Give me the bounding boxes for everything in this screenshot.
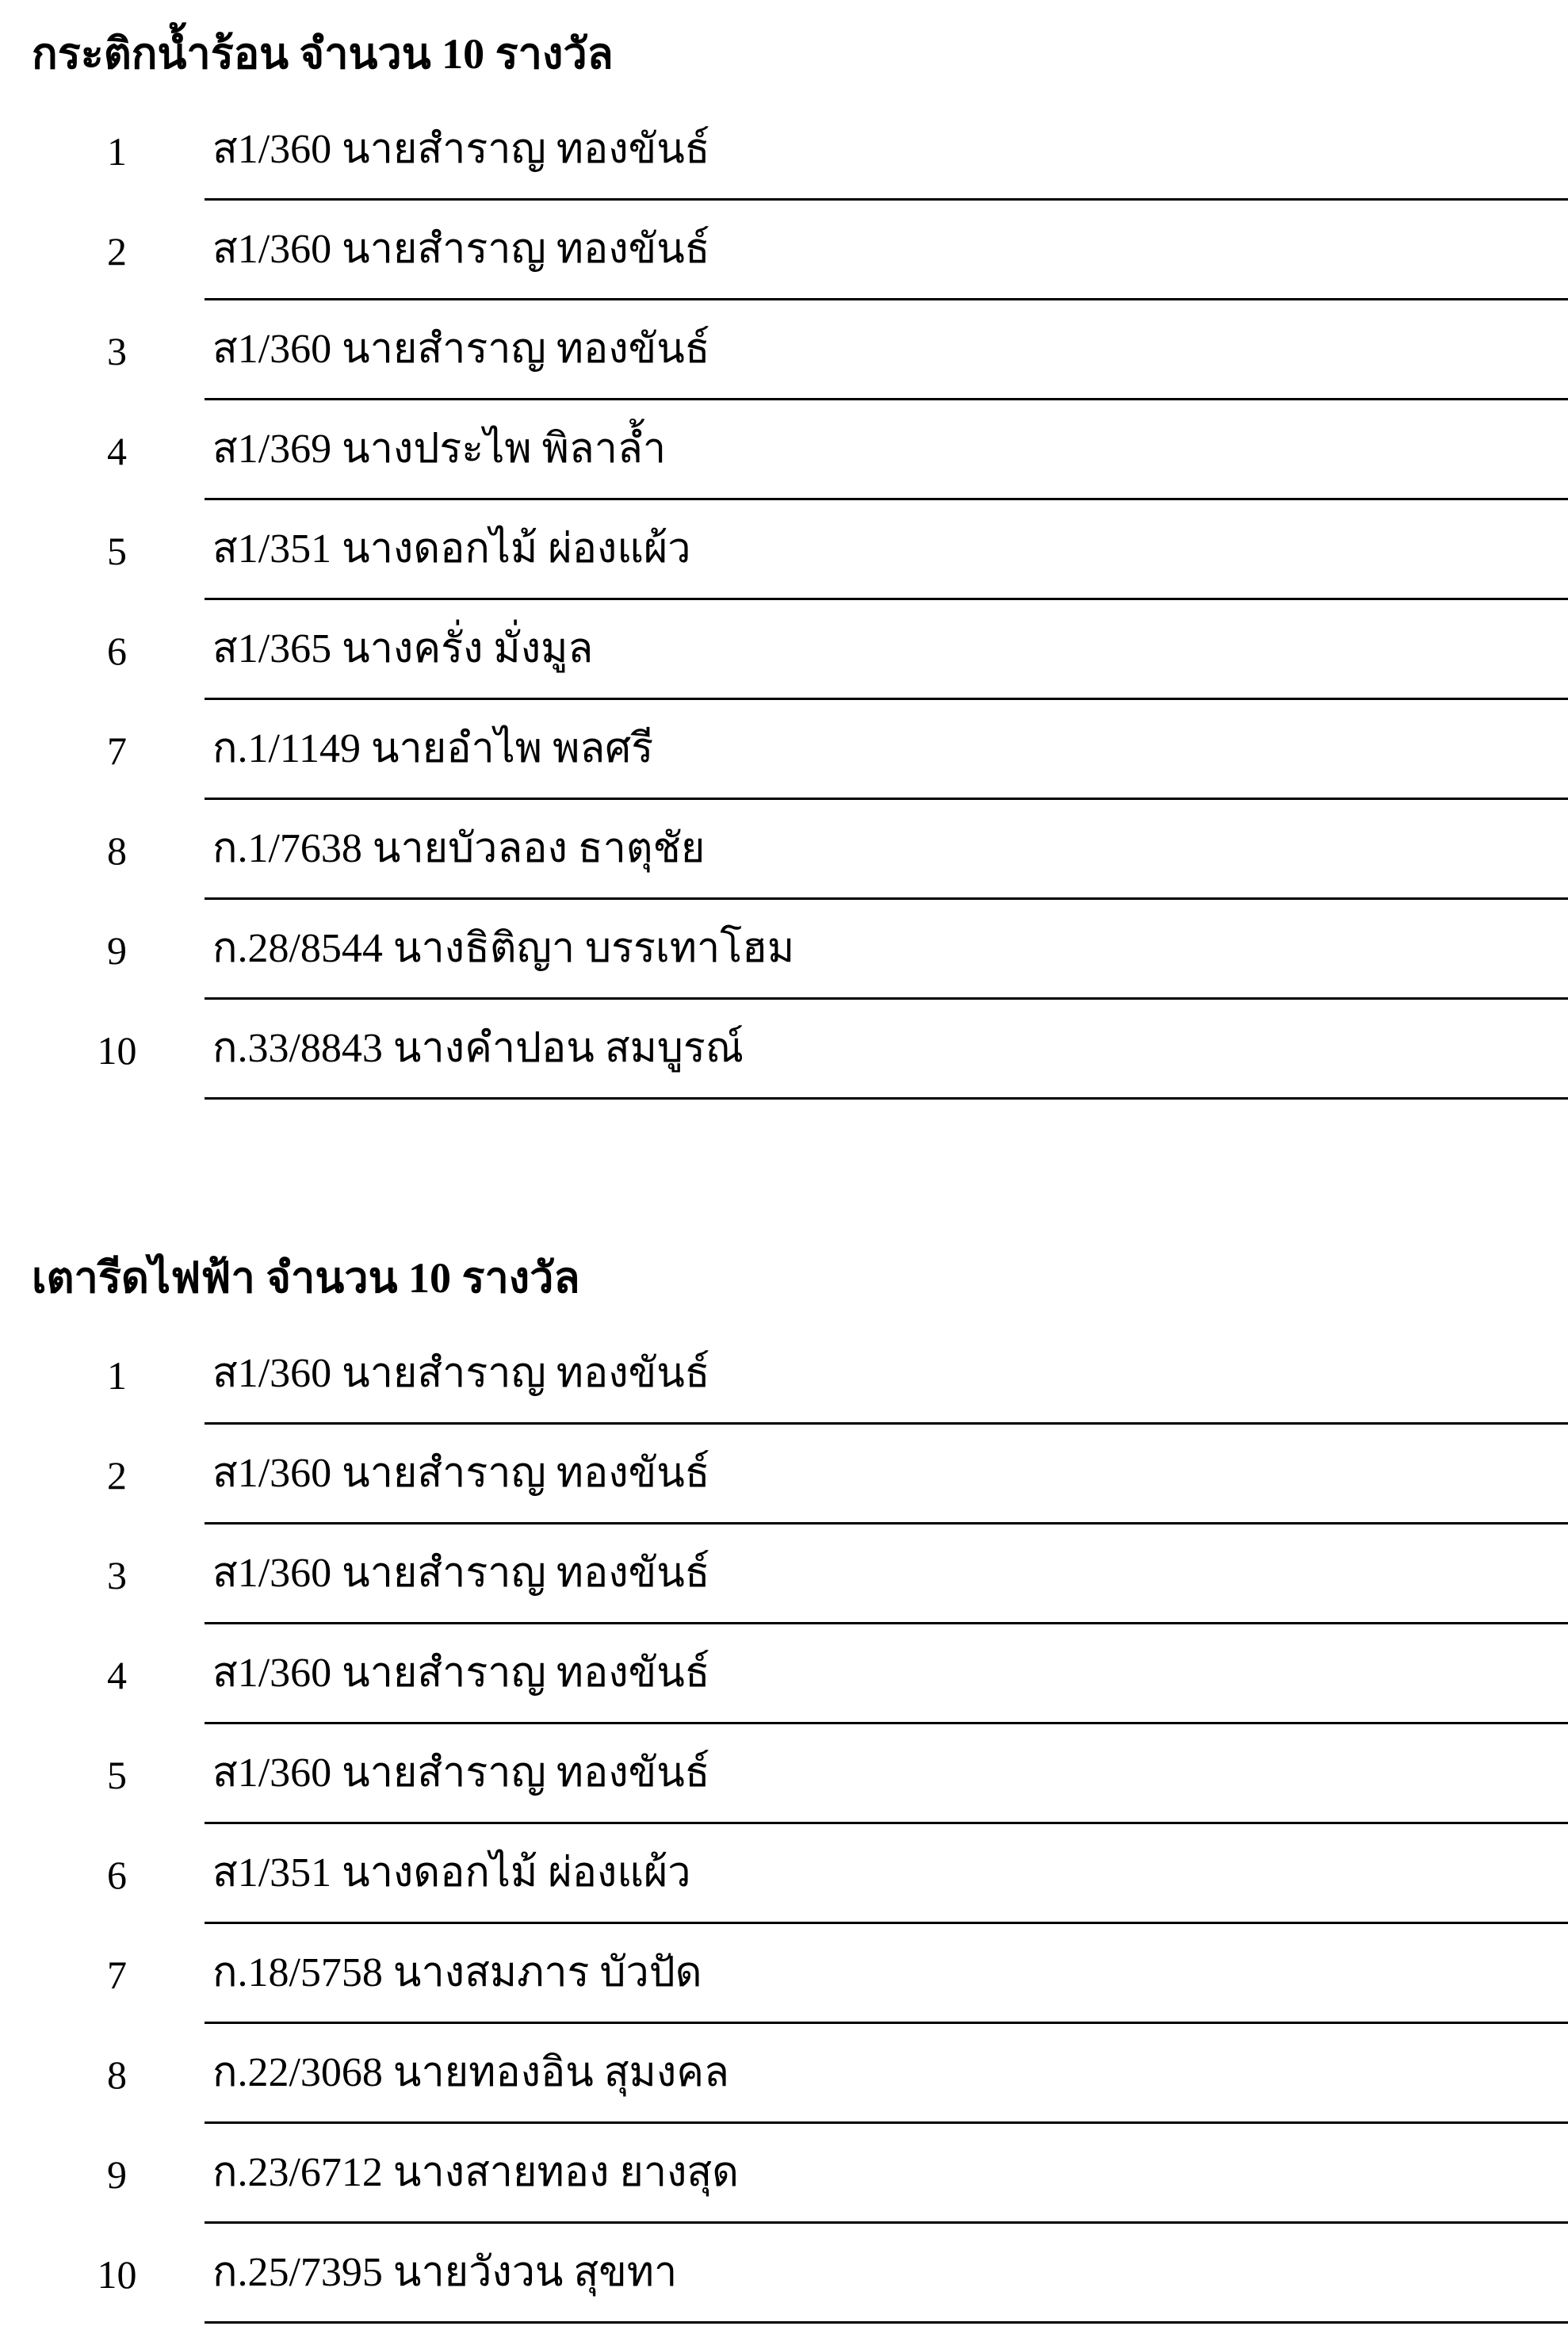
list-item [0, 1624, 1568, 1723]
row-number: 10 [97, 2252, 137, 2297]
winner-list [0, 100, 1568, 1099]
winner-entry: ส1/351 นางดอกไม้ ผ่องแผ้ว [212, 1850, 691, 1896]
row-number: 5 [107, 529, 127, 573]
winner-entry: ก.33/8843 นางคำปอน สมบูรณ์ [212, 1026, 744, 1071]
list-item [0, 400, 1568, 499]
row-number: 6 [107, 629, 127, 673]
list-item [0, 1424, 1568, 1524]
row-number: 1 [107, 1353, 127, 1398]
list-item [0, 2023, 1568, 2123]
winner-entry: ก.1/1149 นายอำไพ พลศรี [212, 726, 654, 771]
winner-entry: ส1/351 นางดอกไม้ ผ่องแผ้ว [212, 526, 691, 572]
list-item [0, 300, 1568, 400]
winner-entry: ส1/365 นางครั่ง มั่งมูล [212, 626, 594, 671]
list-item [0, 1324, 1568, 1424]
winner-entry: ส1/360 นายสำราญ ทองขันธ์ [212, 1351, 710, 1396]
underline [205, 2321, 1568, 2324]
winner-entry: ก.28/8544 นางธิติญา บรรเทาโฮม [212, 926, 795, 971]
list-item [0, 499, 1568, 599]
winner-entry: ส1/369 นางประไพ พิลาล้ำ [212, 427, 667, 472]
row-number: 3 [107, 329, 127, 373]
row-number: 3 [107, 1553, 127, 1597]
list-item [0, 799, 1568, 899]
list-item [0, 599, 1568, 699]
winner-entry: ก.22/3068 นายทองอิน สุมงคล [212, 2050, 729, 2095]
list-item [0, 999, 1568, 1099]
list-item [0, 699, 1568, 799]
winner-entry: ส1/360 นายสำราญ ทองขันธ์ [212, 1451, 710, 1496]
list-item [0, 1524, 1568, 1624]
row-number: 2 [107, 229, 127, 274]
row-number: 6 [107, 1853, 127, 1897]
winner-entry: ส1/360 นายสำราญ ทองขันธ์ [212, 1551, 710, 1596]
winner-entry: ก.23/6712 นางสายทอง ยางสุด [212, 2150, 739, 2195]
list-item [0, 1823, 1568, 1923]
winner-entry: ส1/360 นายสำราญ ทองขันธ์ [212, 127, 710, 172]
list-item [0, 1923, 1568, 2023]
winner-entry: ก.25/7395 นายวังวน สุขทา [212, 2250, 678, 2295]
section-title: เตารีดไฟฟ้า จำนวน 10 รางวัล [32, 1254, 580, 1302]
list-item [0, 2123, 1568, 2223]
list-item [0, 899, 1568, 999]
row-number: 8 [107, 828, 127, 873]
underline [205, 1097, 1568, 1100]
row-number: 7 [107, 729, 127, 773]
list-item [0, 200, 1568, 300]
section-title: กระติกน้ำร้อน จำนวน 10 รางวัล [32, 30, 614, 78]
row-number: 7 [107, 1953, 127, 1997]
list-item [0, 100, 1568, 200]
row-number: 2 [107, 1453, 127, 1498]
winner-entry: ส1/360 นายสำราญ ทองขันธ์ [212, 1651, 710, 1696]
row-number: 5 [107, 1753, 127, 1797]
row-number: 8 [107, 2052, 127, 2097]
row-number: 9 [107, 2152, 127, 2197]
list-item [0, 2223, 1568, 2323]
winner-entry: ส1/360 นายสำราญ ทองขันธ์ [212, 327, 710, 372]
row-number: 10 [97, 1028, 137, 1073]
row-number: 1 [107, 129, 127, 174]
winner-entry: ส1/360 นายสำราญ ทองขันธ์ [212, 227, 710, 272]
winner-entry: ก.18/5758 นางสมภาร บัวปัด [212, 1950, 702, 1995]
list-item [0, 1723, 1568, 1823]
winner-list [0, 1324, 1568, 2323]
row-number: 9 [107, 928, 127, 973]
winner-entry: ก.1/7638 นายบัวลอง ธาตุชัย [212, 826, 706, 871]
winner-entry: ส1/360 นายสำราญ ทองขันธ์ [212, 1750, 710, 1796]
row-number: 4 [107, 1653, 127, 1697]
row-number: 4 [107, 429, 127, 473]
